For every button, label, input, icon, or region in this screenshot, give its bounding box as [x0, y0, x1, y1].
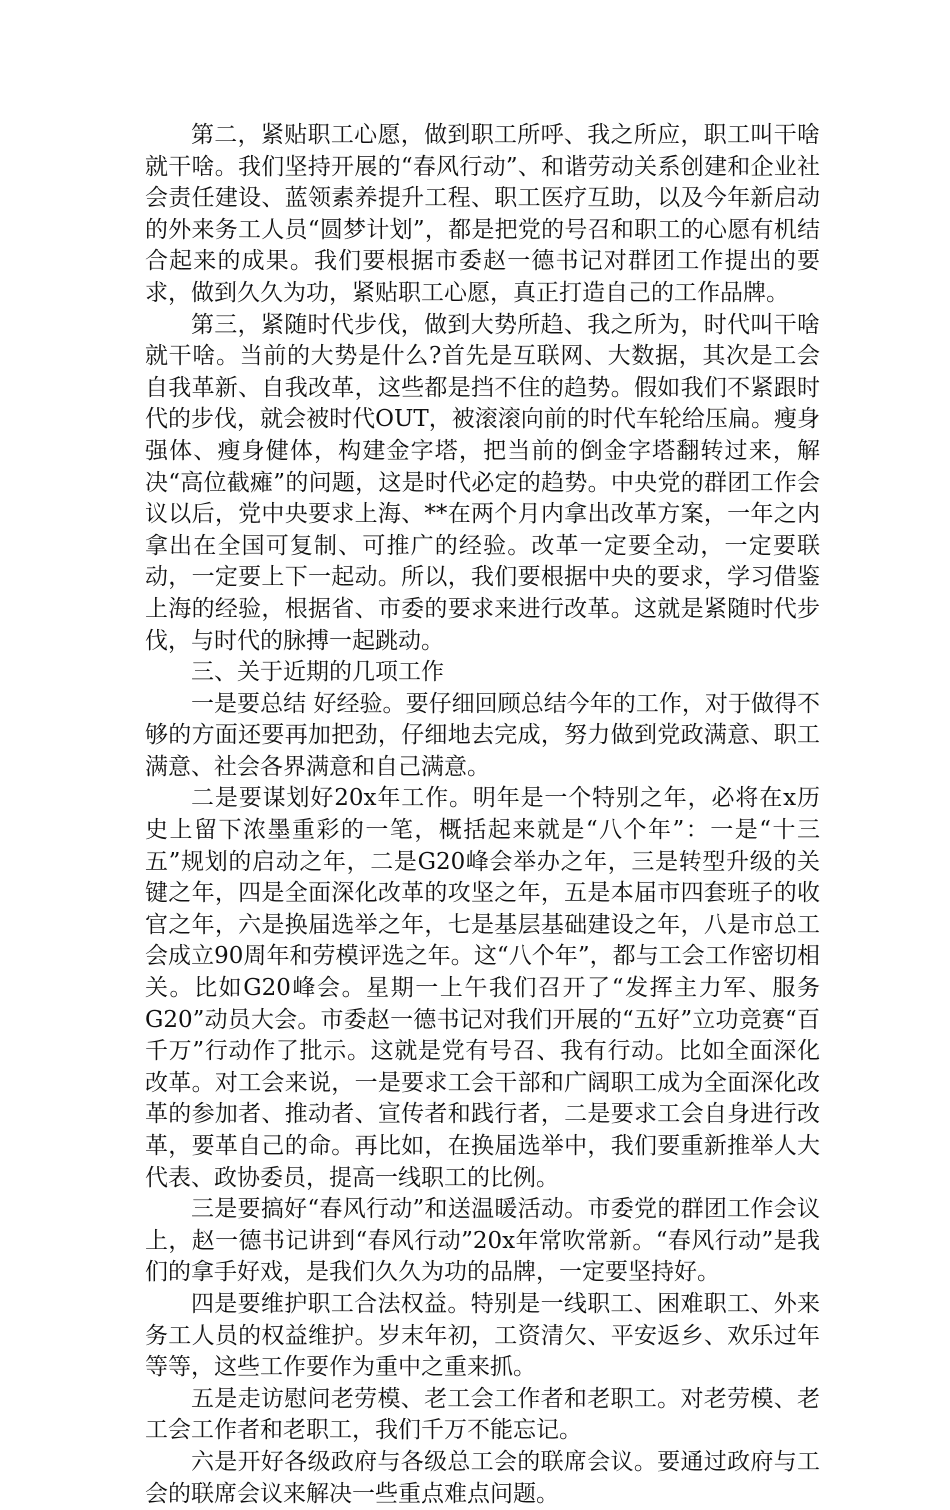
section-heading-recent-work: 三、关于近期的几项工作: [191, 659, 444, 686]
paragraph-item-three: 三是要搞好“春风行动”和送温暖活动。市委党的群团工作会议上，赵一德书记讲到“春风行动”20x年常吹常新。“春风行动”是我们的拿手好戏，是我们久久为功的品牌，一定要坚持好。: [145, 1196, 820, 1286]
paragraph-third-point: 第三，紧随时代步伐，做到大势所趋、我之所为，时代叫干啥就干啥。当前的大势是什么?首先是互联网、大数据，其次是工会自我革新、自我改革，这些都是挡不住的趋势。假如我们不紧跟时代的步伐，就会被时代OUT，被滚滚向前的时代车轮给压扁。瘦身强体、瘦身健体，构建金字塔，把当前的倒金字塔翻转过来，解决“高位截瘫”的问题，这是时代必定的趋势。中央党的群团工作会议以后，党中央要求上海、**在两个月内拿出改革方案，一年之内拿出在全国可复制、可推广的经验。改革一定要全动，一定要联动，一定要上下一起动。所以，我们要根据中央的要求，学习借鉴上海的经验，根据省、市委的要求来进行改革。这就是紧随时代步伐，与时代的脉搏一起跳动。: [145, 311, 820, 654]
paragraph-item-five: 五是走访慰问老劳模、老工会工作者和老职工。对老劳模、老工会工作者和老职工，我们千万不能忘记。: [145, 1385, 820, 1444]
document-body: [145, 120, 820, 1510]
paragraph-item-one: 一是要总结 好经验。要仔细回顾总结今年的工作，对于做得不够的方面还要再加把劲，仔细地去完成，努力做到党政满意、职工满意、社会各界满意和自己满意。: [145, 690, 820, 780]
paragraph-second-point: 第二，紧贴职工心愿，做到职工所呼、我之所应，职工叫干啥就干啥。我们坚持开展的“春风行动”、和谐劳动关系创建和企业社会责任建设、蓝领素养提升工程、职工医疗互助，以及今年新启动的外来务工人员“圆梦计划”，都是把党的号召和职工的心愿有机结合起来的成果。我们要根据市委赵一德书记对群团工作提出的要求，做到久久为功，紧贴职工心愿，真正打造自己的工作品牌。: [145, 122, 820, 306]
paragraph-item-four: 四是要维护职工合法权益。特别是一线职工、困难职工、外来务工人员的权益维护。岁末年初，工资清欠、平安返乡、欢乐过年等等，这些工作要作为重中之重来抓。: [145, 1290, 820, 1381]
paragraph-item-two: 二是要谋划好20x年工作。明年是一个特别之年，必将在x历史上留下浓墨重彩的一笔，概括起来就是“八个年”：一是“十三五”规划的启动之年，二是G20峰会举办之年，三是转型升级的关键之年，四是全面深化改革的攻坚之年，五是本届市四套班子的收官之年，六是换届选举之年，七是基层基础建设之年，八是市总工会成立90周年和劳模评选之年。这“八个年”，都与工会工作密切相关。比如G20峰会。星期一上午我们召开了“发挥主力军、服务G20”动员大会。市委赵一德书记对我们开展的“五好”立功竞赛“百千万”行动作了批示。这就是党有号召、我有行动。比如全面深化改革。对工会来说，一是要求工会干部和广阔职工成为全面深化改革的参加者、推动者、宣传者和践行者，二是要求工会自身进行改革，要革自己的命。再比如，在换届选举中，我们要重新推举人大代表、政协委员，提高一线职工的比例。: [145, 785, 820, 1191]
paragraph-item-six: 六是开好各级政府与各级总工会的联席会议。要通过政府与工会的联席会议来解决一些重点难点问题。: [145, 1448, 820, 1507]
